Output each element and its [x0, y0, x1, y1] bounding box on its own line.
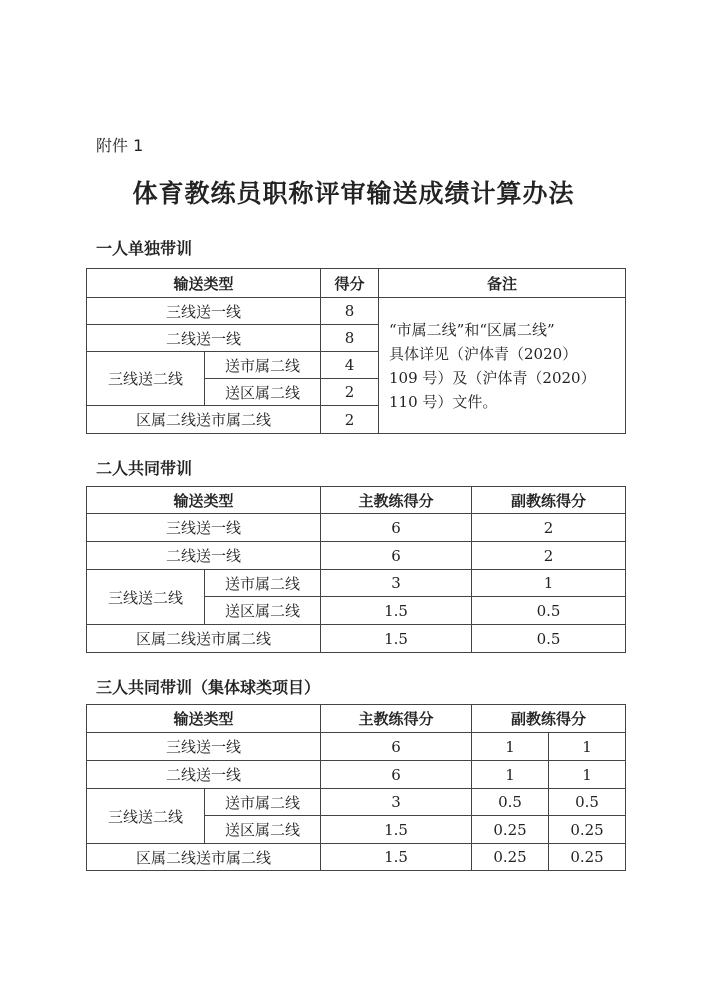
- table-row: [87, 625, 626, 653]
- score-cell: 4: [321, 352, 379, 379]
- subtype-cell: 送市属二线: [205, 789, 321, 816]
- assist1-score-cell: 0.25: [472, 844, 549, 871]
- score-cell: 8: [321, 325, 379, 352]
- header-assistant-coach: 副教练得分: [472, 487, 626, 514]
- main-score-cell: 1.5: [321, 844, 472, 871]
- group-cell: 三线送二线: [87, 352, 205, 406]
- header-note: 备注: [379, 269, 626, 298]
- header-type: 输送类型: [87, 705, 321, 733]
- section2-table: [86, 486, 626, 653]
- type-cell: 三线送一线: [87, 514, 321, 542]
- type-cell: 二线送一线: [87, 325, 321, 352]
- section3-table: [86, 704, 626, 871]
- main-score-cell: 6: [321, 733, 472, 761]
- main-score-cell: 3: [321, 570, 472, 597]
- assist1-score-cell: 0.25: [472, 816, 549, 844]
- type-cell: 三线送一线: [87, 298, 321, 325]
- main-score-cell: 6: [321, 542, 472, 570]
- assist1-score-cell: 1: [472, 733, 549, 761]
- note-line: “市属二线”和“区属二线”: [389, 320, 555, 339]
- score-cell: 2: [321, 406, 379, 434]
- table-row: [87, 570, 626, 597]
- section1-table: [86, 268, 626, 434]
- assist2-score-cell: 0.25: [549, 844, 626, 871]
- section2-heading: 二人共同带训: [96, 459, 193, 478]
- section3-heading: 三人共同带训（集体球类项目）: [96, 678, 321, 697]
- assist2-score-cell: 0.25: [549, 816, 626, 844]
- assist2-score-cell: 1: [549, 733, 626, 761]
- subtype-cell: 送区属二线: [205, 597, 321, 625]
- type-cell: 区属二线送市属二线: [87, 625, 321, 653]
- table-row: [87, 844, 626, 871]
- group-cell: 三线送二线: [87, 789, 205, 844]
- attachment-label: 附件 1: [96, 136, 144, 155]
- table-header-row: [87, 705, 626, 733]
- assist2-score-cell: 1: [549, 761, 626, 789]
- main-score-cell: 6: [321, 761, 472, 789]
- table-header-row: [87, 487, 626, 514]
- type-cell: 二线送一线: [87, 761, 321, 789]
- group-cell: 三线送二线: [87, 570, 205, 625]
- assist-score-cell: 1: [472, 570, 626, 597]
- header-main-coach: 主教练得分: [321, 487, 472, 514]
- table-row: [87, 542, 626, 570]
- type-cell: 三线送一线: [87, 733, 321, 761]
- table-row: [87, 789, 626, 816]
- table-row: [87, 298, 626, 325]
- main-score-cell: 3: [321, 789, 472, 816]
- table-header-row: [87, 269, 626, 298]
- header-assistant-coach: 副教练得分: [472, 705, 626, 733]
- subtype-cell: 送市属二线: [205, 352, 321, 379]
- main-score-cell: 1.5: [321, 625, 472, 653]
- type-cell: 二线送一线: [87, 542, 321, 570]
- assist2-score-cell: 0.5: [549, 789, 626, 816]
- table-row: [87, 514, 626, 542]
- note-cell: [379, 298, 626, 434]
- table-row: [87, 733, 626, 761]
- score-cell: 8: [321, 298, 379, 325]
- main-score-cell: 6: [321, 514, 472, 542]
- main-score-cell: 1.5: [321, 597, 472, 625]
- note-line: 109 号）及（沪体青（2020）: [389, 368, 596, 387]
- note-line: 110 号）文件。: [389, 392, 498, 411]
- type-cell: 区属二线送市属二线: [87, 844, 321, 871]
- subtype-cell: 送区属二线: [205, 379, 321, 406]
- assist-score-cell: 2: [472, 542, 626, 570]
- assist-score-cell: 0.5: [472, 597, 626, 625]
- header-type: 输送类型: [87, 269, 321, 298]
- subtype-cell: 送市属二线: [205, 570, 321, 597]
- page-title: 体育教练员职称评审输送成绩计算办法: [132, 179, 575, 208]
- subtype-cell: 送区属二线: [205, 816, 321, 844]
- assist-score-cell: 2: [472, 514, 626, 542]
- assist1-score-cell: 0.5: [472, 789, 549, 816]
- assist-score-cell: 0.5: [472, 625, 626, 653]
- header-score: 得分: [321, 269, 379, 298]
- header-type: 输送类型: [87, 487, 321, 514]
- table-row: [87, 761, 626, 789]
- score-cell: 2: [321, 379, 379, 406]
- main-score-cell: 1.5: [321, 816, 472, 844]
- note-line: 具体详见（沪体青（2020）: [389, 344, 578, 363]
- header-main-coach: 主教练得分: [321, 705, 472, 733]
- type-cell: 区属二线送市属二线: [87, 406, 321, 434]
- assist1-score-cell: 1: [472, 761, 549, 789]
- section1-heading: 一人单独带训: [96, 239, 193, 258]
